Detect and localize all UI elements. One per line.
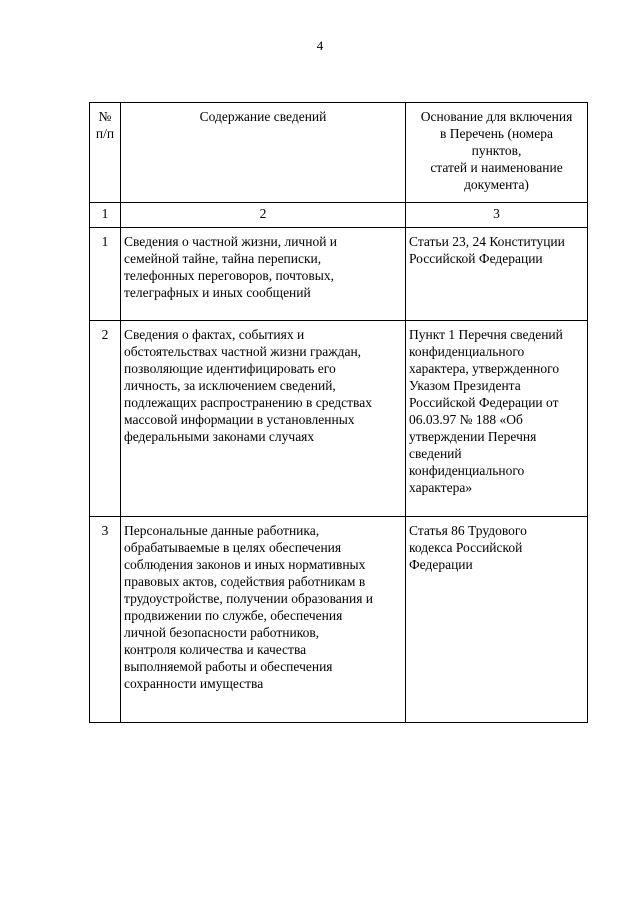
header-line: Содержание сведений: [199, 109, 327, 124]
table-row: [90, 228, 588, 321]
table-header-row: [90, 103, 588, 203]
row-number: 1: [90, 228, 121, 321]
cell-line: утверждении Перечня: [409, 429, 537, 444]
cell-line: трудоустройстве, получении образования и: [124, 591, 374, 606]
header-number: [90, 103, 121, 203]
cell-line: Российской Федерации от: [409, 395, 559, 410]
cell-line: конфиденциального: [409, 463, 525, 478]
row-number: 2: [90, 321, 121, 517]
cell-line: личной безопасности работников,: [124, 625, 320, 640]
cell-line: Статья 86 Трудового: [409, 523, 527, 538]
cell-line: семейной тайне, тайна переписки,: [124, 251, 322, 266]
column-index: 2: [121, 203, 406, 228]
row-basis: [406, 228, 588, 321]
information-list-table: [89, 102, 588, 723]
row-number: 3: [90, 517, 121, 723]
cell-line: массовой информации в установленных: [124, 412, 355, 427]
cell-line: обстоятельствах частной жизни граждан,: [124, 344, 362, 359]
cell-line: федеральными законами случаях: [124, 429, 315, 444]
row-content: [121, 517, 406, 723]
header-line: п/п: [95, 126, 115, 141]
cell-line: личность, за исключением сведений,: [124, 378, 336, 393]
cell-line: соблюдения законов и иных нормативных: [124, 557, 366, 572]
header-basis: [406, 103, 588, 203]
header-line: статей и наименование: [430, 160, 563, 175]
cell-line: характера»: [409, 480, 473, 495]
cell-line: телеграфных и иных сообщений: [124, 285, 311, 300]
cell-line: кодекса Российской: [409, 540, 523, 555]
row-basis: [406, 321, 588, 517]
cell-line: Сведения о частной жизни, личной и: [124, 234, 338, 249]
cell-line: Статьи 23, 24 Конституции: [409, 234, 565, 249]
header-line: Основание для включения: [420, 109, 573, 124]
cell-line: сохранности имущества: [124, 676, 264, 691]
column-index: 1: [90, 203, 121, 228]
header-content: [121, 103, 406, 203]
table-row: [90, 517, 588, 723]
header-line: в Перечень (номера: [440, 126, 553, 141]
cell-line: продвижении по службе, обеспечения: [124, 608, 343, 623]
cell-line: обрабатываемые в целях обеспечения: [124, 540, 342, 555]
cell-line: характера, утвержденного: [409, 361, 560, 376]
page-number: 4: [316, 38, 324, 53]
cell-line: сведений: [409, 446, 462, 461]
cell-line: Пункт 1 Перечня сведений: [409, 327, 563, 342]
cell-line: Сведения о фактах, событиях и: [124, 327, 305, 342]
header-line: пунктов,: [471, 143, 522, 158]
header-line: №: [98, 109, 112, 124]
cell-line: Российской Федерации: [409, 251, 543, 266]
cell-line: Федерации: [409, 557, 473, 572]
row-content: [121, 228, 406, 321]
cell-line: телефонных переговоров, почтовых,: [124, 268, 334, 283]
cell-line: выполняемой работы и обеспечения: [124, 659, 333, 674]
row-basis: [406, 517, 588, 723]
cell-line: подлежащих распространению в средствах: [124, 395, 372, 410]
cell-line: конфиденциального: [409, 344, 525, 359]
cell-line: контроля количества и качества: [124, 642, 307, 657]
header-line: документа): [464, 177, 529, 192]
cell-line: 06.03.97 № 188 «Об: [409, 412, 523, 427]
cell-line: Персональные данные работника,: [124, 523, 320, 538]
column-index: 3: [406, 203, 588, 228]
cell-line: позволяющие идентифицировать его: [124, 361, 336, 376]
cell-line: Указом Президента: [409, 378, 521, 393]
table-row: [90, 321, 588, 517]
cell-line: правовых актов, содействия работникам в: [124, 574, 366, 589]
row-content: [121, 321, 406, 517]
column-index-row: [90, 203, 588, 228]
